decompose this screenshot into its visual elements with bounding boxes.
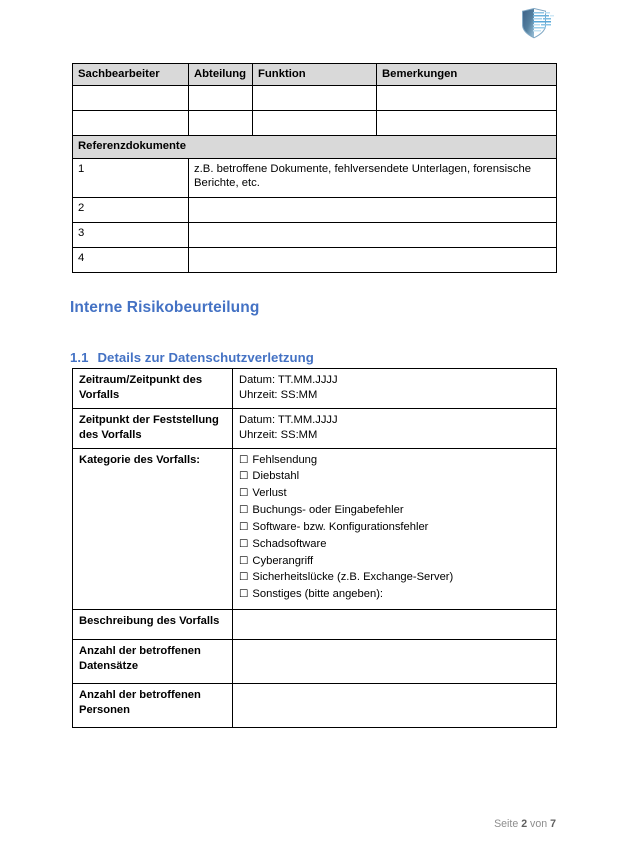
reference-number: 4	[73, 247, 189, 272]
table-row-zeitraum	[73, 369, 557, 409]
reference-number: 2	[73, 197, 189, 222]
company-logo	[514, 6, 556, 42]
checkbox-icon[interactable]: ☐	[239, 487, 249, 500]
subsection-title: Details zur Datenschutzverletzung	[97, 350, 314, 365]
cell-bemerkungen[interactable]	[377, 111, 557, 136]
shield-body	[523, 9, 535, 38]
checkbox-icon[interactable]: ☐	[239, 520, 249, 533]
category-checkbox-list	[239, 453, 550, 603]
footer-current-page: 2	[521, 818, 528, 830]
table-row-datensaetze	[73, 640, 557, 684]
datum-line: Datum: TT.MM.JJJJ	[239, 413, 338, 426]
list-item[interactable]	[239, 520, 550, 535]
label-zeitraum-vorfall: Zeitraum/Zeitpunkt des Vorfalls	[73, 369, 233, 409]
label-beschreibung-vorfall: Beschreibung des Vorfalls	[73, 610, 233, 640]
shield-data-logo-icon	[514, 6, 556, 42]
option-label: Verlust	[252, 487, 287, 500]
cell-sachbearbeiter[interactable]	[73, 111, 189, 136]
column-header-funktion: Funktion	[253, 64, 377, 86]
incident-details-table	[72, 368, 557, 728]
table-row[interactable]	[73, 86, 557, 111]
footer-total-pages: 7	[550, 818, 556, 830]
uhrzeit-line: Uhrzeit: SS:MM	[239, 388, 318, 401]
value-zeitraum-vorfall[interactable]	[233, 369, 557, 409]
reference-number: 3	[73, 222, 189, 247]
option-label: Schadsoftware	[252, 537, 327, 550]
checkbox-icon[interactable]: ☐	[239, 470, 249, 483]
list-item[interactable]	[239, 453, 550, 468]
column-header-abteilung: Abteilung	[189, 64, 253, 86]
table-row[interactable]	[73, 158, 557, 197]
table-row[interactable]	[73, 247, 557, 272]
table-row-personen	[73, 684, 557, 728]
column-header-bemerkungen: Bemerkungen	[377, 64, 557, 86]
option-label: Fehlsendung	[252, 453, 318, 466]
checkbox-icon[interactable]: ☐	[239, 453, 249, 466]
people-reference-table	[72, 63, 557, 273]
reference-number: 1	[73, 158, 189, 197]
value-anzahl-personen[interactable]	[233, 684, 557, 728]
checkbox-icon[interactable]: ☐	[239, 588, 249, 601]
value-zeitpunkt-feststellung[interactable]	[233, 408, 557, 448]
section-label-referenzdokumente: Referenzdokumente	[73, 136, 557, 158]
label-anzahl-datensaetze: Anzahl der betroffenen Datensätze	[73, 640, 233, 684]
table-row[interactable]	[73, 222, 557, 247]
table-row-kategorie	[73, 448, 557, 610]
uhrzeit-line: Uhrzeit: SS:MM	[239, 428, 318, 441]
value-beschreibung-vorfall[interactable]	[233, 610, 557, 640]
datum-line: Datum: TT.MM.JJJJ	[239, 374, 338, 386]
list-item[interactable]	[239, 503, 550, 518]
reference-text[interactable]	[189, 197, 557, 222]
cell-funktion[interactable]	[253, 86, 377, 111]
value-anzahl-datensaetze[interactable]	[233, 640, 557, 684]
cell-bemerkungen[interactable]	[377, 86, 557, 111]
label-anzahl-personen: Anzahl der betroffenen Personen	[73, 684, 233, 728]
label-kategorie-vorfall: Kategorie des Vorfalls:	[73, 448, 233, 610]
list-item[interactable]	[239, 469, 550, 484]
table-row-feststellung	[73, 408, 557, 448]
column-header-sachbearbeiter: Sachbearbeiter	[73, 64, 189, 86]
checkbox-icon[interactable]: ☐	[239, 504, 249, 517]
cell-sachbearbeiter[interactable]	[73, 86, 189, 111]
cell-abteilung[interactable]	[189, 111, 253, 136]
option-label: Diebstahl	[252, 470, 300, 483]
option-label: Sicherheitslücke (z.B. Exchange-Server)	[252, 571, 454, 584]
list-item[interactable]	[239, 570, 550, 585]
reference-text[interactable]	[189, 222, 557, 247]
table-row-beschreibung	[73, 610, 557, 640]
footer-middle: von	[530, 818, 548, 830]
list-item[interactable]	[239, 537, 550, 552]
list-item[interactable]	[239, 587, 550, 602]
category-options-cell	[233, 448, 557, 610]
cell-abteilung[interactable]	[189, 86, 253, 111]
reference-text[interactable]: z.B. betroffene Dokumente, fehlversendete Unterlagen, forensische Berichte, etc.	[189, 158, 557, 197]
option-label: Cyberangriff	[252, 554, 314, 567]
checkbox-icon[interactable]: ☐	[239, 571, 249, 584]
subsection-number: 1.1	[70, 350, 89, 365]
checkbox-icon[interactable]: ☐	[239, 554, 249, 567]
label-zeitpunkt-feststellung: Zeitpunkt der Feststellung des Vorfalls	[73, 408, 233, 448]
subsection-heading	[70, 350, 314, 365]
reference-text[interactable]	[189, 247, 557, 272]
option-label: Buchungs- oder Eingabefehler	[252, 504, 404, 517]
table-row[interactable]	[73, 111, 557, 136]
footer-prefix: Seite	[494, 818, 519, 830]
checkbox-icon[interactable]: ☐	[239, 537, 249, 550]
table-row[interactable]	[73, 197, 557, 222]
page-footer	[0, 818, 556, 830]
cell-funktion[interactable]	[253, 111, 377, 136]
option-label: Software- bzw. Konfigurationsfehler	[252, 520, 429, 533]
list-item[interactable]	[239, 486, 550, 501]
reference-section-header-row	[73, 136, 557, 158]
section-heading: Interne Risikobeurteilung	[70, 299, 260, 316]
list-item[interactable]	[239, 554, 550, 569]
option-label: Sonstiges (bitte angeben):	[252, 588, 384, 601]
table-header-row	[73, 64, 557, 86]
